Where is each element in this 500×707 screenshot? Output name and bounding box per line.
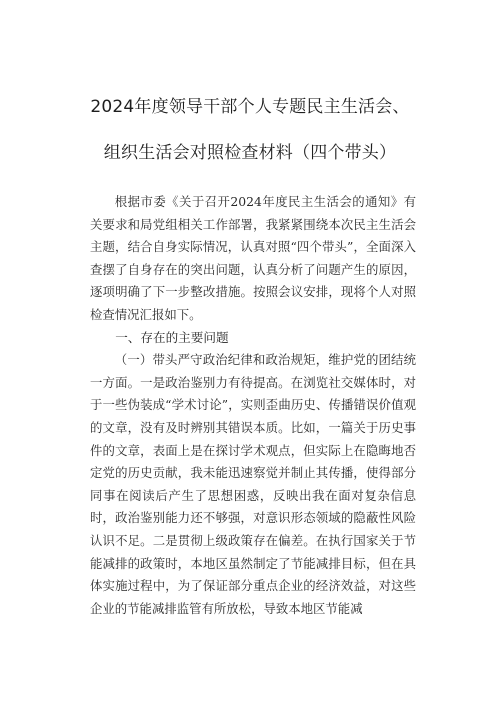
intro-paragraph: 根据市委《关于召开2024年度民主生活会的通知》有关要求和局党组相关工作部署，我紧紧围绕本次民主生活会主题，结合自身实际情况，认真对照“四个带头”，全面深入查摆了自身存在的突出问题，认真分析了问题产生的原因，逐项明确了下一步整改措施。按照会议安排，现将个人对照检查情况汇报如下。 xyxy=(90,194,416,322)
section-heading-problems: 一、存在的主要问题 xyxy=(115,329,229,345)
section-1-paragraph: （一）带头严守政治纪律和政治规矩，维护党的团结统一方面。一是政治鉴别力有待提高。在浏览社交媒体时，对于一些伪装成“学术讨论”，实则歪曲历史、传播错误价值观的文章，没有及时辨别其错误本质。比如，一篇关于历史事件的文章，表面上是在探讨学术观点，但实际上在隐晦地否定党的历史贡献，我未能迅速察觉并制止其传播，使得部分同事在阅读后产生了思想困惑，反映出我在面对复杂信息时，政治鉴别能力还不够强，对意识形态领域的隐蔽性风险认识不足。二是贯彻上级政策存在偏差。在执行国家关于节能减排的政策时，本地区虽然制定了节能减排目标，但在具体实施过程中，为了保证部分重点企业的经济效益，对这些企业的节能减排监管有所放松，导致本地区节能减 xyxy=(90,352,416,616)
document-body xyxy=(90,191,416,620)
document-title-line-2: 组织生活会对照检查材料（四个带头） xyxy=(103,143,397,163)
document-title-line-1: 2024年度领导干部个人专题民主生活会、 xyxy=(90,97,410,117)
